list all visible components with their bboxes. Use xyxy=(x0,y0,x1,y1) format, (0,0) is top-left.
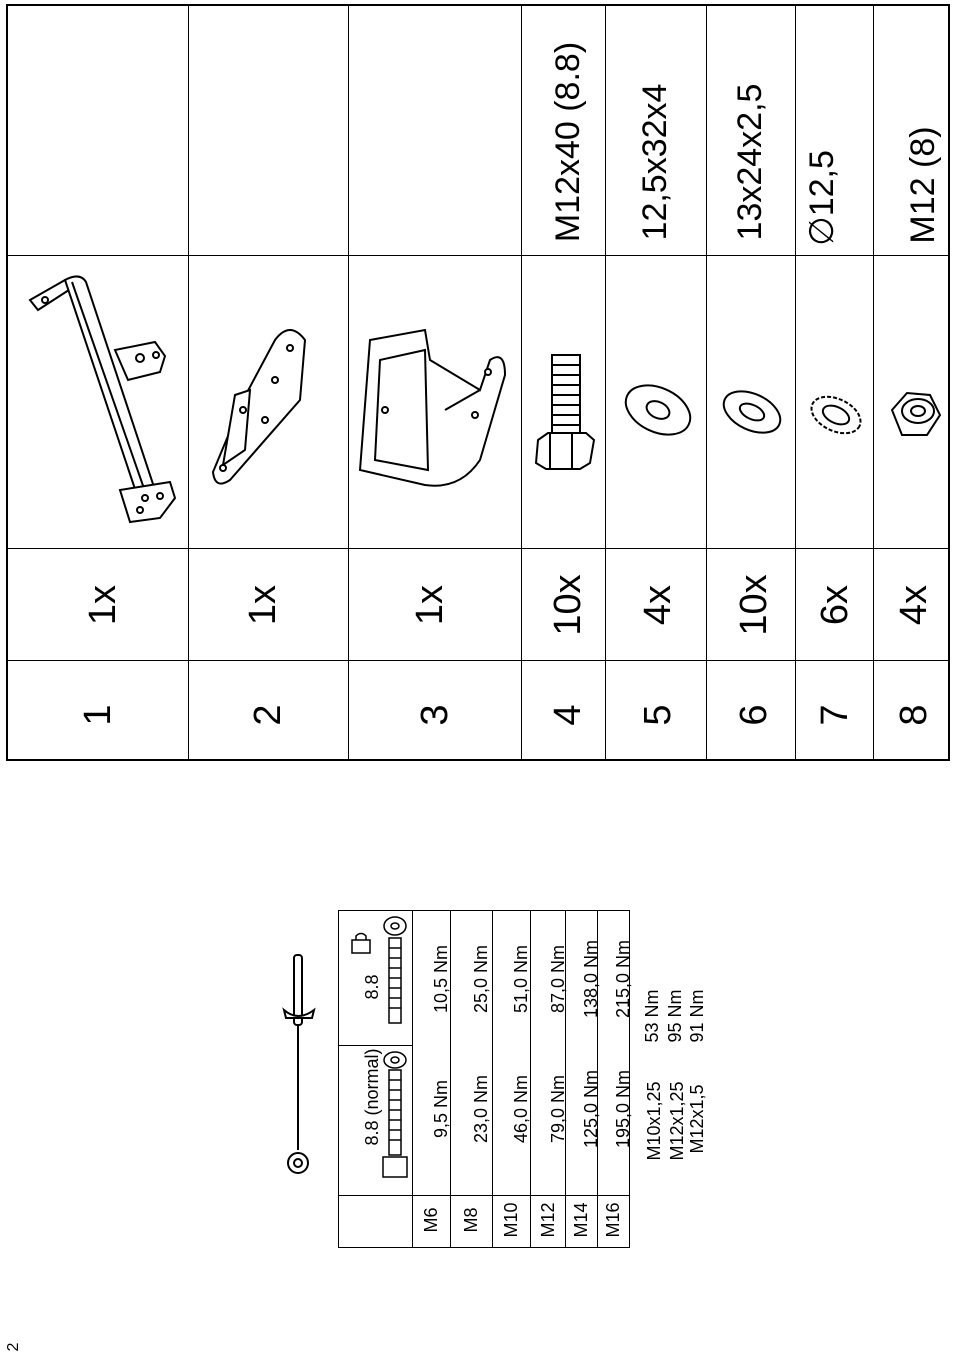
torque-size: M12 xyxy=(538,1202,558,1238)
col-divider xyxy=(706,4,707,761)
torque-normal-value: 9,5 Nm xyxy=(431,1079,451,1139)
part-spec: 13x24x2,5 xyxy=(731,83,769,241)
part-number: 3 xyxy=(414,704,456,726)
torque-normal-value: 195,0 Nm xyxy=(613,1069,633,1149)
crossbar-icon xyxy=(10,260,185,545)
part-number: 8 xyxy=(893,704,935,726)
lock-nut-icon xyxy=(882,385,948,445)
col-divider xyxy=(188,4,189,761)
torque-header-lock: 8.8 xyxy=(362,974,382,1000)
col-divider xyxy=(605,4,606,761)
part-number: 2 xyxy=(247,704,289,726)
torque-lock-value: 10,5 Nm xyxy=(431,944,451,1014)
torque-size: M10 xyxy=(501,1202,521,1238)
part-number: 1 xyxy=(77,704,119,726)
part-spec: M12x40 (8.8) xyxy=(549,41,587,243)
fine-thread-value: 91 Nm xyxy=(687,989,707,1043)
torque-size: M6 xyxy=(421,1207,441,1233)
torque-normal-value: 46,0 Nm xyxy=(511,1074,531,1144)
part-quantity: 1x xyxy=(242,584,284,626)
col-divider xyxy=(795,4,796,761)
u-bracket-icon xyxy=(350,320,520,510)
part-quantity: 4x xyxy=(893,584,935,626)
fine-thread-size: M10x1,25 xyxy=(644,1081,664,1161)
part-spec: 12,5x32x4 xyxy=(636,83,674,241)
fine-thread-value: 53 Nm xyxy=(642,989,662,1043)
row-divider xyxy=(6,660,950,661)
washer-icon xyxy=(714,385,790,440)
lock-symbol-icon xyxy=(348,930,374,956)
torque-normal-value: 23,0 Nm xyxy=(471,1074,491,1144)
part-number: 4 xyxy=(547,704,589,726)
part-spec: M12 (8) xyxy=(904,126,942,244)
torque-size: M8 xyxy=(461,1207,481,1233)
part-spec: ∅12,5 xyxy=(803,150,841,246)
torque-col-divider xyxy=(412,910,413,1248)
torque-lock-value: 138,0 Nm xyxy=(581,939,601,1019)
bolt-nut-lock-icon xyxy=(380,910,410,1035)
part-quantity: 1x xyxy=(409,584,451,626)
col-divider xyxy=(348,4,349,761)
torque-normal-value: 125,0 Nm xyxy=(581,1069,601,1149)
bracket-icon xyxy=(195,300,345,500)
torque-normal-value: 79,0 Nm xyxy=(548,1074,568,1144)
torque-lock-value: 215,0 Nm xyxy=(613,939,633,1019)
lock-washer-icon xyxy=(802,390,870,440)
bolt-icon xyxy=(528,345,600,475)
bolt-nut-normal-icon xyxy=(380,1045,410,1185)
page-number: 2 xyxy=(5,1342,22,1352)
part-quantity: 1x xyxy=(82,584,124,626)
fine-thread-size: M12x1,5 xyxy=(687,1084,707,1154)
part-quantity: 10x xyxy=(547,574,589,636)
part-number: 5 xyxy=(637,704,679,726)
torque-header-normal: 8.8 (normal) xyxy=(362,1048,382,1146)
fine-thread-value: 95 Nm xyxy=(665,989,685,1043)
fine-thread-size: M12x1,25 xyxy=(667,1081,687,1161)
torque-lock-value: 51,0 Nm xyxy=(511,944,531,1014)
torque-lock-value: 25,0 Nm xyxy=(471,944,491,1014)
part-number: 7 xyxy=(814,704,856,726)
torque-size: M14 xyxy=(571,1202,591,1238)
part-number: 6 xyxy=(733,704,775,726)
torque-wrench-icon xyxy=(268,940,328,1190)
part-quantity: 10x xyxy=(733,574,775,636)
col-divider xyxy=(873,4,874,761)
col-divider xyxy=(521,4,522,761)
washer-icon xyxy=(618,380,698,440)
part-quantity: 6x xyxy=(814,584,856,626)
torque-size: M16 xyxy=(603,1202,623,1238)
row-divider xyxy=(6,548,950,549)
torque-lock-value: 87,0 Nm xyxy=(548,944,568,1014)
part-quantity: 4x xyxy=(637,584,679,626)
